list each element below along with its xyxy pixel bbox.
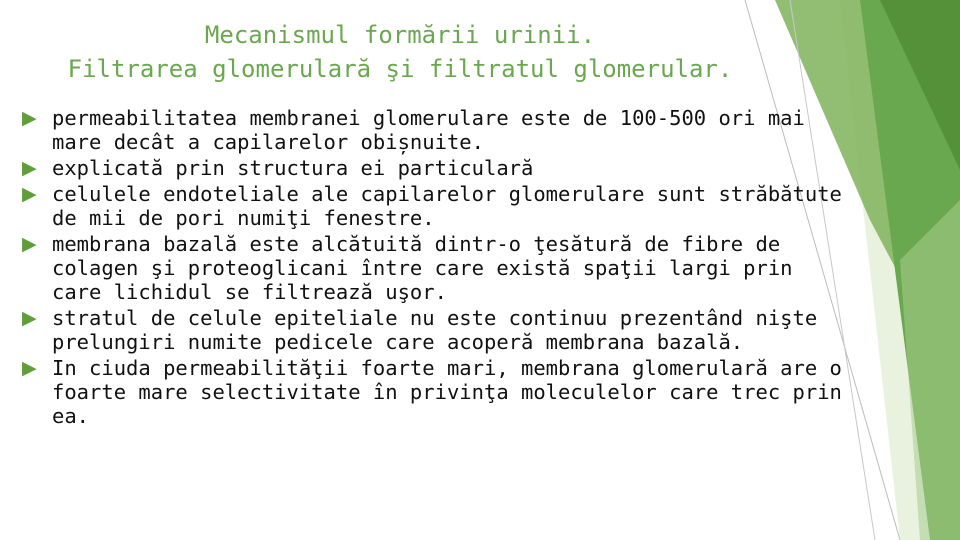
list-item [22,156,842,180]
arrow-bullet-icon: ▶ [22,183,37,205]
list-item [22,232,842,304]
arrow-bullet-icon: ▶ [22,107,37,129]
bullet-text: celulele endoteliale ale capilarelor glomerulare sunt străbătute de mii de pori numiţi fenestre. [52,182,842,230]
bullet-text: permeabilitatea membranei glomerulare este de 100-500 ori mai mare decât a capilarelor obișnuite. [52,106,805,154]
slide-title [0,18,800,86]
bullet-text: stratul de celule epiteliale nu este continuu prezentând nişte prelungiri numite pedicele care acoperă membrana bazală. [52,306,818,354]
arrow-bullet-icon: ▶ [22,357,37,379]
list-item [22,106,842,154]
title-line-2: Filtrarea glomerulară şi filtratul glomerular. [67,55,733,83]
list-item [22,306,842,354]
bullet-text: explicată prin structura ei particulară [52,156,534,180]
list-item [22,356,842,428]
arrow-bullet-icon: ▶ [22,157,37,179]
arrow-bullet-icon: ▶ [22,233,37,255]
title-line-1: Mecanismul formării urinii. [204,21,596,49]
bullet-text: membrana bazală este alcătuită dintr-o ţesătură de fibre de colagen şi proteoglicani între care există spaţii largi prin care lichidul se filtrează uşor. [52,232,793,304]
arrow-bullet-icon: ▶ [22,307,37,329]
bullet-text: In ciuda permeabilităţii foarte mari, membrana glomerulară are o foarte mare selectivitate în privinţa moleculelor care trec prin ea. [52,356,842,428]
bullet-list [22,106,842,430]
list-item [22,182,842,230]
